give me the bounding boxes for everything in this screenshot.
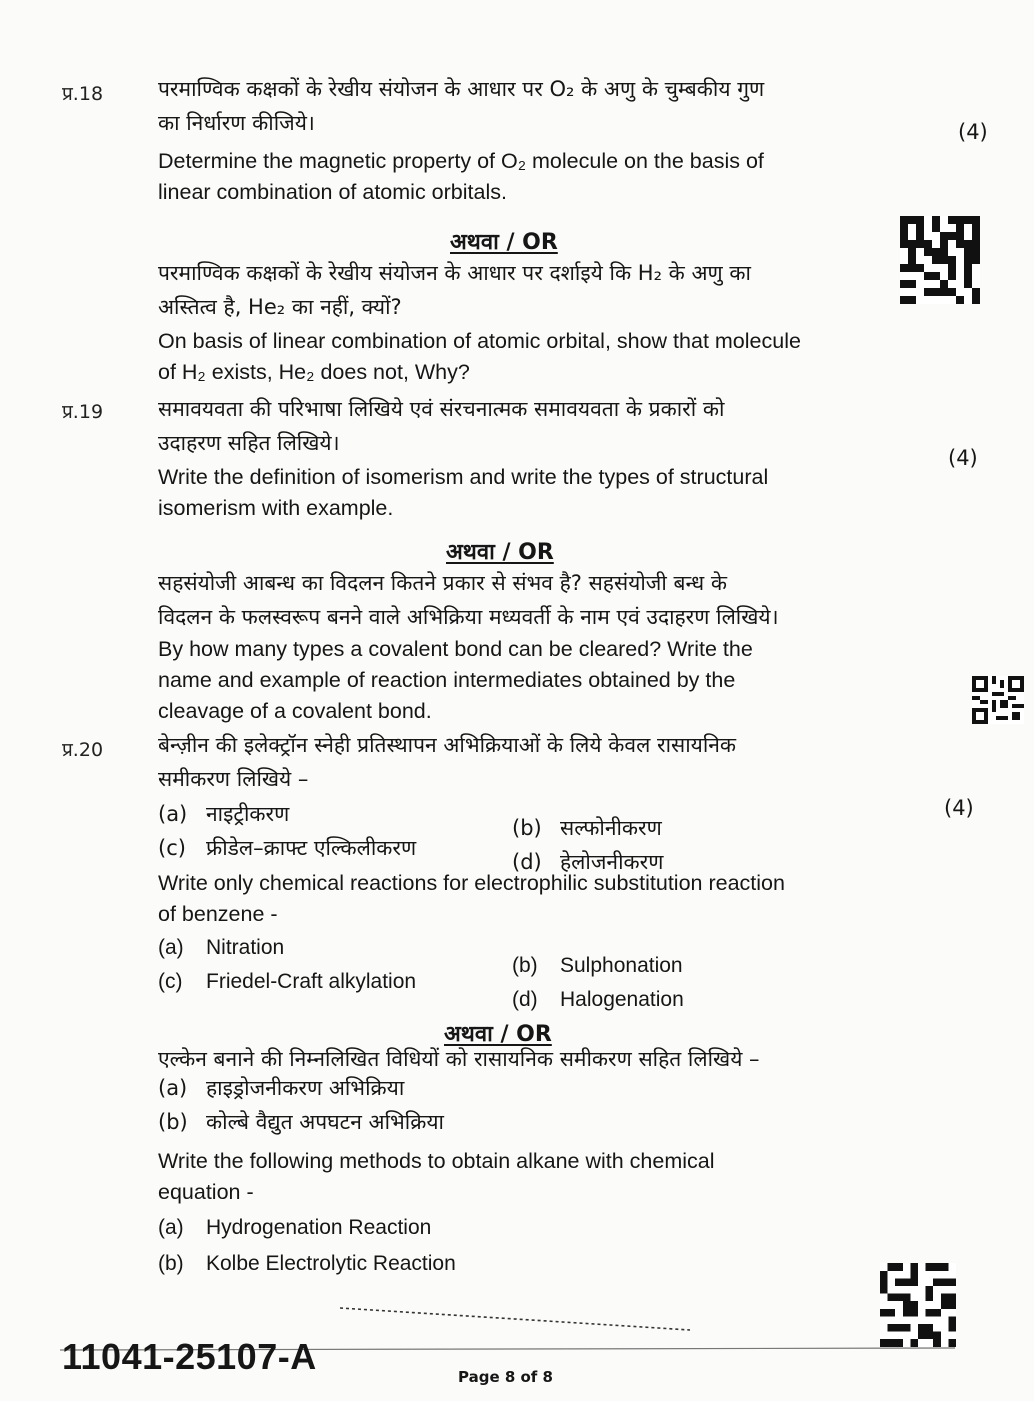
option-d-english bbox=[512, 984, 684, 1015]
text-line: परमाण्विक कक्षकों के रेखीय संयोजन के आधार पर O₂ के अणु के चुम्बकीय गुण bbox=[158, 77, 765, 101]
text-line: of H₂ exists, He₂ does not, Why? bbox=[158, 360, 470, 384]
text-line: isomerism with example. bbox=[158, 496, 394, 520]
question-number: प्र.20 bbox=[62, 739, 104, 761]
option-label: (d) bbox=[512, 988, 538, 1011]
text-line: Write the definition of isomerism and write the types of structural bbox=[158, 465, 769, 489]
option-label: (b) bbox=[512, 816, 542, 840]
option-a-hindi bbox=[158, 1074, 404, 1102]
question-number: प्र.18 bbox=[62, 83, 104, 105]
question-18-hindi bbox=[158, 72, 873, 140]
option-b-english bbox=[158, 1248, 456, 1279]
question-20-hindi bbox=[158, 728, 873, 796]
option-text: Halogenation bbox=[560, 988, 684, 1011]
question-20-alt-english bbox=[158, 1146, 858, 1208]
or-divider: अथवा / OR bbox=[450, 230, 558, 255]
option-a-english bbox=[158, 1212, 431, 1243]
marks-label: (4) bbox=[948, 446, 978, 470]
option-text: Kolbe Electrolytic Reaction bbox=[206, 1252, 456, 1275]
text-line: समावयवता की परिभाषा लिखिये एवं संरचनात्मक समावयवता के प्रकारों को bbox=[158, 397, 725, 421]
option-text: हेलोजनीकरण bbox=[560, 850, 664, 874]
or-divider: अथवा / OR bbox=[444, 1022, 552, 1047]
option-c-english bbox=[158, 966, 416, 997]
question-20-english bbox=[158, 868, 878, 930]
text-line: अस्तित्व है, He₂ का नहीं, क्यों? bbox=[158, 295, 402, 319]
question-19-english bbox=[158, 462, 878, 524]
option-label: (c) bbox=[158, 836, 186, 860]
option-a-english bbox=[158, 932, 284, 963]
text-line: of benzene - bbox=[158, 902, 278, 926]
option-text: फ्रीडेल–क्राफ्ट एल्किलीकरण bbox=[206, 836, 417, 860]
question-20-alt-hindi: एल्केन बनाने की निम्नलिखित विधियों को रासायनिक समीकरण सहित लिखिये – bbox=[158, 1047, 760, 1071]
question-19-hindi bbox=[158, 392, 873, 460]
option-label: (c) bbox=[158, 970, 183, 993]
text-line: name and example of reaction intermediates obtained by the bbox=[158, 668, 736, 692]
question-18-alt-hindi bbox=[158, 256, 873, 324]
or-divider: अथवा / OR bbox=[446, 540, 554, 565]
option-a-hindi bbox=[158, 800, 289, 828]
question-number: प्र.19 bbox=[62, 401, 104, 423]
page-number: Page 8 of 8 bbox=[458, 1368, 553, 1386]
option-label: (a) bbox=[158, 1216, 184, 1239]
option-text: हाइड्रोजनीकरण अभिक्रिया bbox=[206, 1076, 405, 1100]
text-line: Determine the magnetic property of O₂ molecule on the basis of bbox=[158, 149, 764, 173]
text-line: cleavage of a covalent bond. bbox=[158, 699, 432, 723]
qr-code-icon bbox=[880, 1262, 956, 1348]
text-line: linear combination of atomic orbitals. bbox=[158, 180, 507, 204]
qr-code-icon bbox=[972, 676, 1024, 724]
option-b-hindi bbox=[158, 1108, 444, 1136]
option-label: (b) bbox=[158, 1252, 184, 1275]
marks-label: (4) bbox=[958, 120, 988, 144]
question-18-english bbox=[158, 146, 878, 208]
text-line: परमाण्विक कक्षकों के रेखीय संयोजन के आधार पर दर्शाइये कि H₂ के अणु का bbox=[158, 261, 751, 285]
marks-label: (4) bbox=[944, 796, 974, 820]
option-label: (b) bbox=[158, 1110, 188, 1134]
question-18-alt-english bbox=[158, 326, 878, 388]
option-text: Sulphonation bbox=[560, 954, 683, 977]
question-19-alt-hindi bbox=[158, 566, 873, 634]
option-label: (b) bbox=[512, 954, 538, 977]
text-line: Write the following methods to obtain alkane with chemical bbox=[158, 1149, 715, 1173]
option-label: (a) bbox=[158, 936, 184, 959]
option-text: Friedel-Craft alkylation bbox=[206, 970, 417, 993]
option-text: नाइट्रीकरण bbox=[206, 802, 290, 826]
dashed-rule bbox=[340, 1300, 700, 1336]
qr-code-icon bbox=[900, 216, 980, 304]
text-line: By how many types a covalent bond can be cleared? Write the bbox=[158, 637, 753, 661]
text-line: विदलन के फलस्वरूप बनने वाले अभिक्रिया मध्यवर्ती के नाम एवं उदाहरण लिखिये। bbox=[158, 605, 779, 629]
text-line: Write only chemical reactions for electrophilic substitution reaction bbox=[158, 871, 785, 895]
option-label: (a) bbox=[158, 1076, 188, 1100]
option-c-hindi bbox=[158, 834, 416, 862]
question-19-alt-english bbox=[158, 634, 878, 727]
option-text: Nitration bbox=[206, 936, 285, 959]
text-line: बेन्ज़ीन की इलेक्ट्रॉन स्नेही प्रतिस्थापन अभिक्रियाओं के लिये केवल रासायनिक bbox=[158, 733, 737, 757]
text-line: उदाहरण सहित लिखिये। bbox=[158, 431, 340, 455]
option-b-english bbox=[512, 950, 683, 981]
option-b-hindi bbox=[512, 814, 662, 842]
text-line: सहसंयोजी आबन्ध का विदलन कितने प्रकार से संभव है? सहसंयोजी बन्ध के bbox=[158, 571, 727, 595]
text-line: equation - bbox=[158, 1180, 254, 1204]
option-label: (d) bbox=[512, 850, 542, 874]
option-text: सल्फोनीकरण bbox=[560, 816, 662, 840]
paper-code: 11041-25107-A bbox=[62, 1336, 317, 1377]
option-text: कोल्बे वैद्युत अपघटन अभिक्रिया bbox=[206, 1110, 444, 1134]
text-line: समीकरण लिखिये – bbox=[158, 767, 309, 791]
option-text: Hydrogenation Reaction bbox=[206, 1216, 432, 1239]
text-line: On basis of linear combination of atomic orbital, show that molecule bbox=[158, 329, 801, 353]
option-label: (a) bbox=[158, 802, 188, 826]
text-line: का निर्धारण कीजिये। bbox=[158, 111, 315, 135]
